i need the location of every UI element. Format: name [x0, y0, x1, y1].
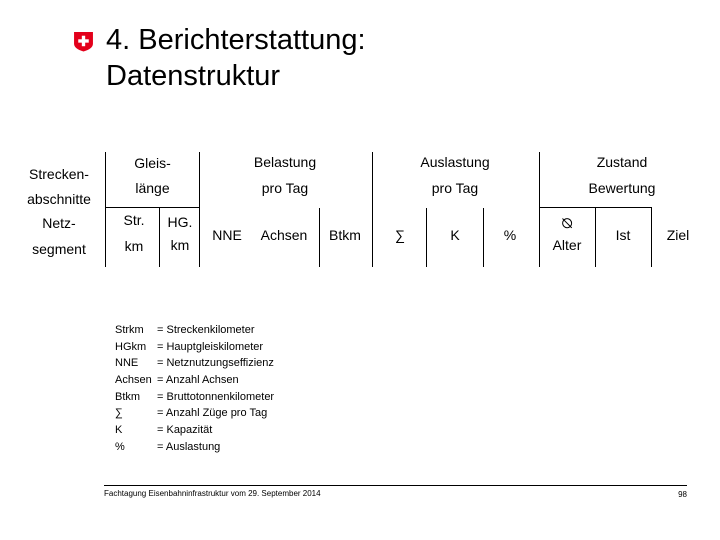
- legend-desc: = Streckenkilometer: [157, 324, 255, 336]
- header-str: Str.: [123, 212, 145, 228]
- title-line-1: 4. Berichterstattung:: [106, 24, 366, 56]
- header-btkm: Btkm: [329, 227, 361, 243]
- footer-text: Fachtagung Eisenbahninfrastruktur vom 29. September 2014: [104, 489, 321, 498]
- column-divider: [651, 208, 652, 267]
- header-percent: %: [503, 227, 517, 243]
- legend-desc: = Netznutzungseffizienz: [157, 357, 274, 370]
- header-netzsegment-2: segment: [32, 241, 86, 257]
- row-divider: [539, 207, 652, 208]
- legend-abbr: NNE: [115, 357, 139, 370]
- column-divider: [595, 208, 596, 267]
- header-zustand-1: Zustand: [596, 154, 648, 170]
- header-alter: Alter: [552, 237, 582, 253]
- footer-divider: [104, 485, 687, 486]
- header-zustand-2: Bewertung: [588, 180, 656, 196]
- legend-desc: = Hauptgleiskilometer: [157, 340, 264, 353]
- header-auslastung-1: Auslastung: [420, 154, 490, 170]
- header-alter-symbol: ⦰: [561, 215, 573, 231]
- legend-abbr: ∑: [115, 407, 123, 420]
- column-divider: [483, 208, 484, 267]
- title-line-2: Datenstruktur: [106, 60, 281, 92]
- legend-abbr: HGkm: [115, 340, 147, 353]
- legend-abbr: Strkm: [115, 324, 144, 336]
- column-divider: [426, 208, 427, 267]
- header-belastung-1: Belastung: [253, 154, 317, 170]
- legend-desc: = Auslastung: [157, 440, 221, 453]
- column-divider: [105, 152, 106, 267]
- legend-desc: = Bruttotonnenkilometer: [157, 390, 275, 403]
- legend-abbr: K: [115, 424, 123, 437]
- header-str-km: km: [124, 238, 144, 254]
- header-streckenabschnitt-2: abschnitte: [27, 191, 91, 207]
- header-hg: HG.: [167, 214, 193, 230]
- header-sum: ∑: [395, 227, 405, 243]
- header-hg-km: km: [170, 237, 190, 253]
- header-netzsegment-1: Netz-: [42, 215, 76, 231]
- row-divider: [105, 207, 200, 208]
- header-ziel: Ziel: [666, 227, 690, 243]
- header-gleislaenge-2: länge: [135, 180, 170, 196]
- header-belastung-2: pro Tag: [261, 180, 309, 196]
- header-k: K: [450, 227, 460, 243]
- legend-abbr: %: [115, 440, 125, 453]
- header-ist: Ist: [615, 227, 631, 243]
- legend-abbr: Achsen: [115, 374, 152, 387]
- legend-desc: = Anzahl Achsen: [157, 374, 239, 387]
- header-gleislaenge-1: Gleis-: [134, 155, 171, 171]
- legend-desc: = Anzahl Züge pro Tag: [157, 407, 268, 420]
- page-number: 98: [678, 490, 687, 499]
- column-divider: [539, 152, 540, 267]
- legend-desc: = Kapazität: [157, 424, 213, 437]
- header-auslastung-2: pro Tag: [431, 180, 479, 196]
- legend-abbr: Btkm: [115, 390, 141, 403]
- column-divider: [372, 152, 373, 267]
- header-streckenabschnitt-1: Strecken-: [29, 166, 89, 182]
- header-achsen: Achsen: [260, 227, 308, 243]
- header-nne: NNE: [212, 227, 242, 243]
